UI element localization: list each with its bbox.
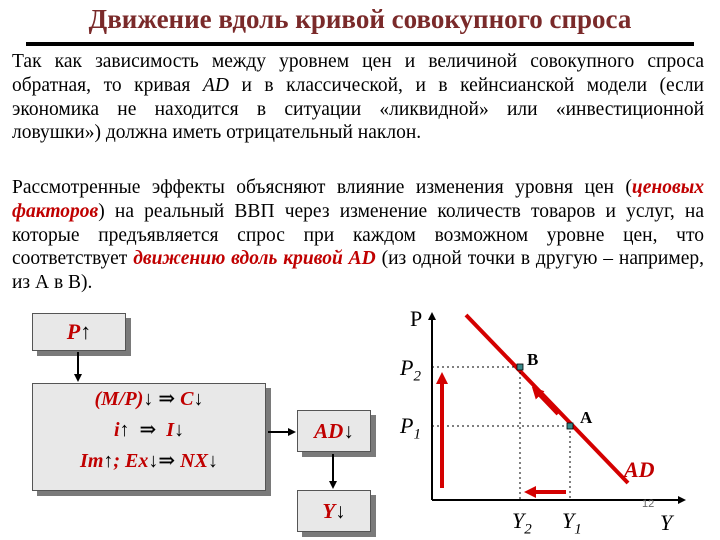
price-label: P <box>66 319 81 344</box>
page-number: 12 <box>642 498 655 510</box>
arrow-down-icon: ↓ <box>143 388 154 410</box>
arrow-down-icon: ↓ <box>343 419 354 443</box>
investment-label: I <box>166 419 175 441</box>
p2-subscript: 2 <box>413 368 421 385</box>
price-axis-label: P <box>410 306 423 331</box>
arrow-down-icon: ↓ <box>335 499 346 523</box>
p2-label <box>400 355 421 385</box>
output-label: Y <box>322 499 336 523</box>
movement-a-to-b-arrow <box>536 391 558 414</box>
imports-label: Im <box>80 450 104 472</box>
net-exports-label: NX <box>180 450 208 472</box>
point-b-marker <box>517 364 523 370</box>
arrow-up-icon: ↑ <box>119 419 130 441</box>
p2-letter: P <box>400 355 414 380</box>
paragraph-1-start: Так как зависимость между уровнем цен и величиной совокупного спроса обратная, то кривая <box>12 51 704 96</box>
y1-letter: Y <box>562 508 575 533</box>
y2-letter: Y <box>512 508 525 533</box>
y1-label <box>562 508 582 538</box>
p1-subscript: 1 <box>413 426 421 443</box>
arrow-down-icon: ↓ <box>193 388 204 410</box>
y2-label <box>512 508 532 538</box>
arrow-up-icon: ↑ <box>103 450 114 472</box>
implies-icon: ⇒ <box>158 450 176 472</box>
p1-letter: P <box>400 413 414 438</box>
slide-title: Движение вдоль кривой совокупного спроса <box>88 4 632 34</box>
point-a-label: A <box>580 408 593 427</box>
ad-curve <box>466 315 628 483</box>
ad-label: AD <box>314 419 344 443</box>
exports-label: ; Ex <box>113 450 149 472</box>
implies-icon: ⇒ <box>139 419 157 441</box>
real-money-label: (M/P) <box>94 388 144 410</box>
point-b-label: B <box>527 350 539 369</box>
interest-label: i <box>113 419 120 441</box>
arrow-down-icon: ↓ <box>207 450 218 472</box>
y2-subscript: 2 <box>524 521 532 538</box>
arrow-down-icon: ↓ <box>174 419 185 441</box>
consumption-label: C <box>180 388 194 410</box>
p1-label <box>400 413 421 443</box>
point-a-marker <box>567 423 573 429</box>
ad-curve-label: AD <box>624 457 655 482</box>
implies-icon: ⇒ <box>158 388 176 410</box>
paragraph-1-ad: AD <box>202 74 229 96</box>
output-axis-label: Y <box>660 510 673 535</box>
arrow-down-icon: ↓ <box>148 450 159 472</box>
arrow-up-icon: ↑ <box>80 319 92 344</box>
paragraph-1-end: и в классической, и в кейнсианской модели (если экономика не находится в ситуации «ликвидной» или «инвестиционной ловушки») должна иметь отрицательный наклон. <box>12 74 704 144</box>
price-factors-text: ценовых факторов <box>12 177 704 222</box>
paragraph-2-part3: (из одной точки в другую – например, из А в В). <box>12 248 704 294</box>
paragraph-2-part2: ) на реальный ВВП через изменение количеств товаров и услуг, на которые предъявляется спрос при каждом возможном уровне цен, что соответствует <box>12 200 704 270</box>
movement-along-ad-text: движению вдоль кривой AD <box>133 248 376 270</box>
paragraph-2-part1: Рассмотренные эффекты объясняют влияние изменения уровня цен ( <box>12 177 632 198</box>
y1-subscript: 1 <box>574 521 582 538</box>
